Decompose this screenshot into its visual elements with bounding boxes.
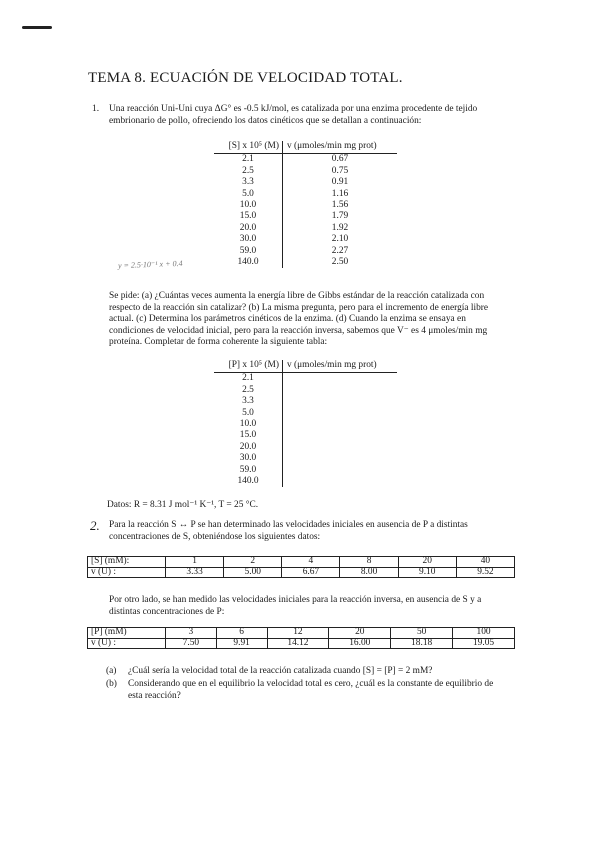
s-conc-cell: 40 (456, 557, 514, 568)
s-velocity-cell: 5.00 (224, 567, 282, 578)
handwritten-note: y = 2.5·10⁻¹ x + 0.4 (117, 258, 183, 271)
table-row (214, 430, 397, 441)
v-header: v (μmoles/min mg prot) (283, 360, 398, 373)
empty-v-cell (283, 408, 398, 419)
table-row (214, 465, 397, 476)
s-value: 10.0 (214, 200, 283, 211)
table-row (214, 223, 397, 234)
s-value: 30.0 (214, 234, 283, 245)
table-row (214, 453, 397, 464)
table-row (214, 385, 397, 396)
p-conc-cell: 6 (216, 628, 267, 639)
product-velocity-table (87, 627, 515, 649)
scan-mark (22, 26, 52, 29)
s-velocity-cell: 9.52 (456, 567, 514, 578)
problem2-middle-line2: distintas concentraciones de P: (109, 606, 225, 617)
p-conc-cell: 20 (329, 628, 391, 639)
p-conc-cell: 12 (267, 628, 329, 639)
p-velocity-cell: 14.12 (267, 638, 329, 649)
p-velocity-cell: 16.00 (329, 638, 391, 649)
question-b-line2: esta reacción? (128, 690, 181, 701)
questions-line: condiciones de velocidad inicial, pero para la reacción inversa, sabemos que V⁻ es 4 μmoles/min mg (109, 325, 488, 336)
p-value: 3.3 (214, 396, 283, 407)
v-value: 1.79 (331, 211, 349, 222)
problem1-intro (109, 104, 529, 127)
s-value: 2.5 (214, 166, 283, 177)
problem2-middle-line1: Por otro lado, se han medido las velocidades iniciales para la reacción inversa, en ausencia de S y a (109, 595, 482, 605)
s-conc-cell: 8 (340, 557, 398, 568)
empty-v-cell (283, 465, 398, 476)
problem2-number: 2. (90, 518, 100, 533)
table-row (214, 189, 397, 200)
problem1-intro-line1: Una reacción Uni-Uni cuya ΔG° es -0.5 kJ/mol, es catalizada por una enzima procedente de tejido (109, 104, 478, 114)
p-value: 30.0 (214, 453, 283, 464)
p-conc-cell: 50 (391, 628, 453, 639)
table-row (214, 154, 397, 166)
p-value: 20.0 (214, 442, 283, 453)
problem2-middle (109, 595, 523, 618)
p-velocity-cell: 18.18 (391, 638, 453, 649)
s-value: 20.0 (214, 223, 283, 234)
s-conc-cell: 2 (224, 557, 282, 568)
p-velocity-cell: 9.91 (216, 638, 267, 649)
p-header: [P] x 10⁵ (M) (214, 360, 283, 373)
s-value: 59.0 (214, 246, 283, 257)
datos-line: Datos: R = 8.31 J mol⁻¹ K⁻¹, T = 25 °C. (107, 500, 259, 510)
p-value: 140.0 (214, 476, 283, 487)
empty-v-cell (283, 385, 398, 396)
problem1-number: 1. (92, 104, 100, 114)
empty-v-cell (283, 442, 398, 453)
v-value: 1.16 (331, 188, 349, 199)
substrate-kinetics-table (214, 141, 397, 268)
problem1-intro-line2: embrionario de pollo, ofreciendo los datos cinéticos que se detallan a continuación: (109, 115, 422, 126)
table-row (214, 211, 397, 222)
table-row (214, 246, 397, 257)
p-conc-cell: 100 (453, 628, 515, 639)
question-b-label: (b) (106, 679, 117, 689)
s-value: 5.0 (214, 189, 283, 200)
v-value: 2.50 (331, 257, 349, 268)
p-velocity-cell: 19.05 (453, 638, 515, 649)
question-b-line1: Considerando que en el equilibrio la velocidad total es cero, ¿cuál es la constante de equilibrio de (128, 679, 494, 689)
page-title: TEMA 8. ECUACIÓN DE VELOCIDAD TOTAL. (88, 70, 403, 86)
v-value: 0.67 (331, 154, 349, 165)
product-kinetics-table (214, 360, 397, 487)
table-row (214, 442, 397, 453)
v-value: 2.10 (331, 234, 349, 245)
p-v-label: v (U) : (88, 638, 166, 649)
s-value: 3.3 (214, 177, 283, 188)
s-conc-cell: 4 (282, 557, 340, 568)
s-value: 15.0 (214, 211, 283, 222)
s-conc-cell: 1 (166, 557, 224, 568)
p-conc-cell: 3 (166, 628, 217, 639)
s-value: 2.1 (214, 154, 283, 166)
v-header: v (μmoles/min mg prot) (283, 141, 398, 154)
question-a-label: (a) (106, 666, 117, 676)
table-row (214, 166, 397, 177)
empty-v-cell (283, 373, 398, 385)
p-value: 5.0 (214, 408, 283, 419)
empty-v-cell (283, 396, 398, 407)
v-value: 0.75 (331, 165, 349, 176)
s-header: [S] x 10⁵ (M) (214, 141, 283, 154)
problem2-intro-line2: concentraciones de S, obteniéndose los siguientes datos: (109, 531, 321, 542)
s-velocity-cell: 8.00 (340, 567, 398, 578)
table-row (214, 200, 397, 211)
questions-line: Se pide: (a) ¿Cuántas veces aumenta la energía libre de Gibbs estándar de la reacción catalizada con (109, 291, 485, 301)
table-row (214, 177, 397, 188)
empty-v-cell (283, 430, 398, 441)
s-conc-cell: 20 (398, 557, 456, 568)
s-conc-label: [S] (mM): (88, 557, 166, 568)
empty-v-cell (283, 419, 398, 430)
table-row (214, 476, 397, 487)
questions-line: actual. (c) Determina los parámetros cinéticos de la enzima. (d) Cuando la enzima se ensaya en (109, 314, 466, 325)
table-row (214, 419, 397, 430)
questions-line: proteína. Completar de forma coherente la siguiente tabla: (109, 337, 328, 348)
s-velocity-cell: 3.33 (166, 567, 224, 578)
empty-v-cell (283, 453, 398, 464)
table-row (214, 234, 397, 245)
p-conc-label: [P] (mM) (88, 628, 166, 639)
s-value: 140.0 (214, 257, 283, 268)
p-velocity-cell: 7.50 (166, 638, 217, 649)
p-value: 2.5 (214, 385, 283, 396)
empty-v-cell (283, 476, 398, 487)
problem2-intro-line1: Para la reacción S ↔ P se han determinado las velocidades iniciales en ausencia de P a distintas (109, 520, 468, 530)
problem1-questions (109, 291, 521, 349)
question-a-text: ¿Cuál sería la velocidad total de la reacción catalizada cuando [S] = [P] = 2 mM? (128, 666, 433, 676)
v-value: 1.92 (331, 222, 349, 233)
question-b-text (128, 679, 528, 702)
p-value: 2.1 (214, 373, 283, 385)
s-velocity-cell: 9.10 (398, 567, 456, 578)
questions-line: respecto de la reacción sin catalizar? (b) La misma pregunta, pero para el incremento de energía libre (109, 302, 489, 313)
table-row (214, 257, 397, 268)
v-value: 2.27 (331, 245, 349, 256)
substrate-velocity-table (87, 556, 515, 578)
p-value: 10.0 (214, 419, 283, 430)
s-velocity-cell: 6.67 (282, 567, 340, 578)
problem2-intro (109, 520, 523, 543)
table-row (214, 373, 397, 385)
v-value: 1.56 (331, 200, 349, 211)
p-value: 59.0 (214, 465, 283, 476)
s-v-label: v (U) : (88, 567, 166, 578)
table-row (214, 396, 397, 407)
table-row (214, 408, 397, 419)
v-value: 0.91 (331, 177, 349, 188)
p-value: 15.0 (214, 430, 283, 441)
